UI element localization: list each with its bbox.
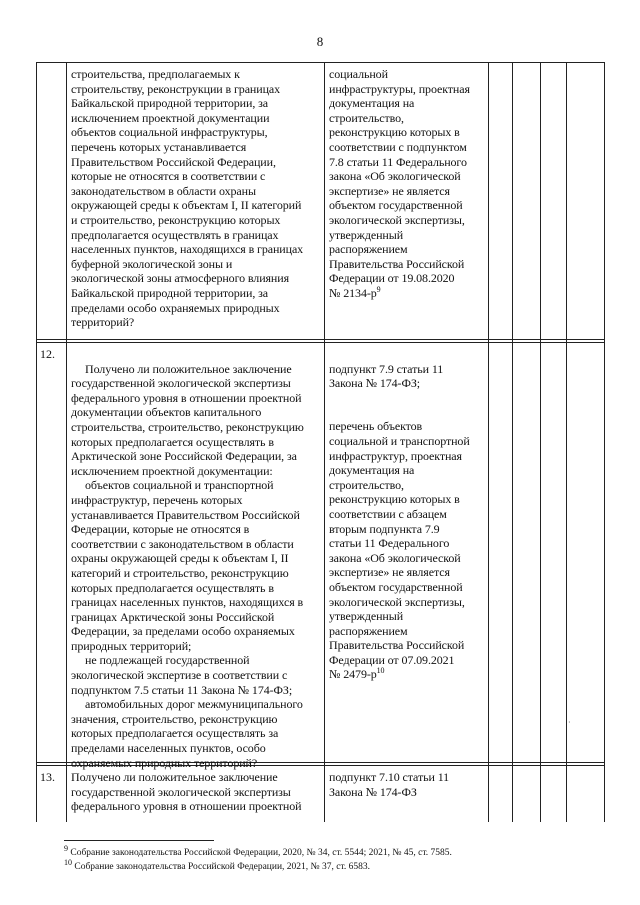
- reference-text: подпункт 7.9 статьи 11 Закона № 174-ФЗ; перечень объектов социальной и транспортной инфраструктур, проектная документация на строительство, реконструкцию которых в соответствии с абзацем вторым подпункта 7.9 статьи 11 Федерального закона «Об экологической экспертизе» не является объектом государственной экологической экспертизы, утвержденный распоряжением Правительства Российской Федерации от 07.09.2021 № $2479-р^{10}$: [329, 361, 470, 682]
- question-text: Получено ли положительное заключение государственной экологической экспертизы федерального уровня в отношении проектной: [71, 770, 302, 814]
- page-number: 8: [316, 34, 324, 49]
- reference-text: социальной инфраструктуры, проектная документация на строительство, реконструкцию которых в соответствии с подпунктом 7.8 статьи 11 Федерального закона «Об экологической экспертизе» не является объектом государственной экологической экспертизы, утвержденный распоряжением Правительства Российской Федерации от 19.08.2020 № $2134-р^9$: [329, 67, 470, 300]
- footnote: $^{10}$ Собрание законодательства Российской Федерации, 2021, № 37, ст. 6583.: [64, 857, 371, 872]
- document-page: 8 строительства, предполагаемых к строительству, реконструкции в границах Байкальской природной территории, за исключением проектной документации объектов социальной инфраструктуры, перечень которых устанавливается Правительством Российской Федерации, которые не относятся в соответствии с законодательством в области охраны окружающей среды к объектам I, II категорий и строительство, реконструкцию которых предполагается осуществлять в границах населенных пунктов, находящихся в границах буферной экологической зоны и экологической зоны атмосферного влияния Байкальской природной территории, за пределами особо охраняемых природных территорий? социальной инфраструктуры, проектная документация на строительство, реконструкцию которых в соответствии с подпунктом 7.8 статьи 11 Федерального закона «Об экологической экспертизе» не является объектом государственной экологической экспертизы, утвержденный распоряжением Правительства Российской Федерации от 19.08.2020 № $2134-р^9$ 12. Получено ли положительное заключение государственной экологической экспертизы федерального уровня в отношении проектной документации объектов капитального строительства, строительство, реконструкцию которых предполагается осуществлять в Арктической зоне Российской Федерации, за исключением проектной документации: объектов социальной и транспортной инфраструктур, перечень которых устанавливается Правительством Российской Федерации, которые не относятся в соответствии с законодательством в области охраны окружающей среды к объектам I, II категорий и строительство, реконструкцию которых предполагается осуществлять в границах населенных пунктов, находящихся в границах Арктической зоны Российской Федерации, за пределами особо охраняемых природных территорий; не подлежащей государственной экологической экспертизе в соответствии с подпунктом 7.5 статьи 11 Закона № 174-ФЗ; автомобильных дорог межмуниципального значения, строительство, реконструкцию которых предполагается осуществлять за пределами населенных пунктов, особо охраняемых природных территорий? подпункт 7.9 статьи 11 Закона № 174-ФЗ; перечень объектов социальной и транспортной инфраструктур, проектная документация на строительство, реконструкцию которых в соответствии с абзацем вторым подпункта 7.9 статьи 11 Федерального закона «Об экологической экспертизе» не является объектом государственной экологической экспертизы, утвержденный распоряжением Правительства Российской Федерации от 07.09.2021 № $2479-р^{10}$ 13. Получено ли положительное заключение государственной экологической экспертизы федерального уровня в отношении проектной подпункт 7.10 статьи 11 Закона № 174-ФЗ · $^9$ Собрание законодательства Российской Федерации, 2020, № 34, ст. 5544; 2021, № 45, ст. 7585. $^{10}$ Собрание законодательства Российской Федерации, 2021, № 37, ст. 6583.: [0, 0, 640, 905]
- footnote: $^9$ Собрание законодательства Российской Федерации, 2020, № 34, ст. 5544; 2021, № 45, ст. 7585.: [64, 843, 452, 858]
- reference-text: подпункт 7.10 статьи 11 Закона № 174-ФЗ: [329, 770, 450, 799]
- footnote-ref: 10: [376, 666, 385, 676]
- footnote-divider: [64, 840, 214, 841]
- question-text: Получено ли положительное заключение государственной экологической экспертизы федерального уровня в отношении проектной документации объектов капитального строительства, строительство, реконструкцию которых предполагается осуществлять в Арктической зоне Российской Федерации, за исключением проектной документации: объектов социальной и транспортной инфраструктур, перечень которых устанавливается Правительством Российской Федерации, которые не относятся в соответствии с законодательством в области охраны окружающей среды к объектам I, II категорий и строительство, реконструкцию которых предполагается осуществлять в границах населенных пунктов, находящихся в границах Арктической зоны Российской Федерации, за пределами особо охраняемых природных территорий; не подлежащей государственной экологической экспертизе в соответствии с подпунктом 7.5 статьи 11 Закона № 174-ФЗ; автомобильных дорог межмуниципального значения, строительство, реконструкцию которых предполагается осуществлять за пределами населенных пунктов, особо охраняемых природных территорий?: [71, 361, 304, 770]
- footnote-ref: 9: [376, 284, 381, 294]
- row-number: 12.: [40, 347, 55, 361]
- question-text: строительства, предполагаемых к строительству, реконструкции в границах Байкальской природной территории, за исключением проектной документации объектов социальной инфраструктуры, перечень которых устанавливается Правительством Российской Федерации, которые не относятся в соответствии с законодательством в области охраны окружающей среды к объектам I, II категорий и строительство, реконструкцию которых предполагается осуществлять в границах населенных пунктов, находящихся в границах буферной экологической зоны и экологической зоны атмосферного влияния Байкальской природной территории, за пределами особо охраняемых природных территорий?: [71, 67, 304, 330]
- row-number: 13.: [40, 770, 55, 784]
